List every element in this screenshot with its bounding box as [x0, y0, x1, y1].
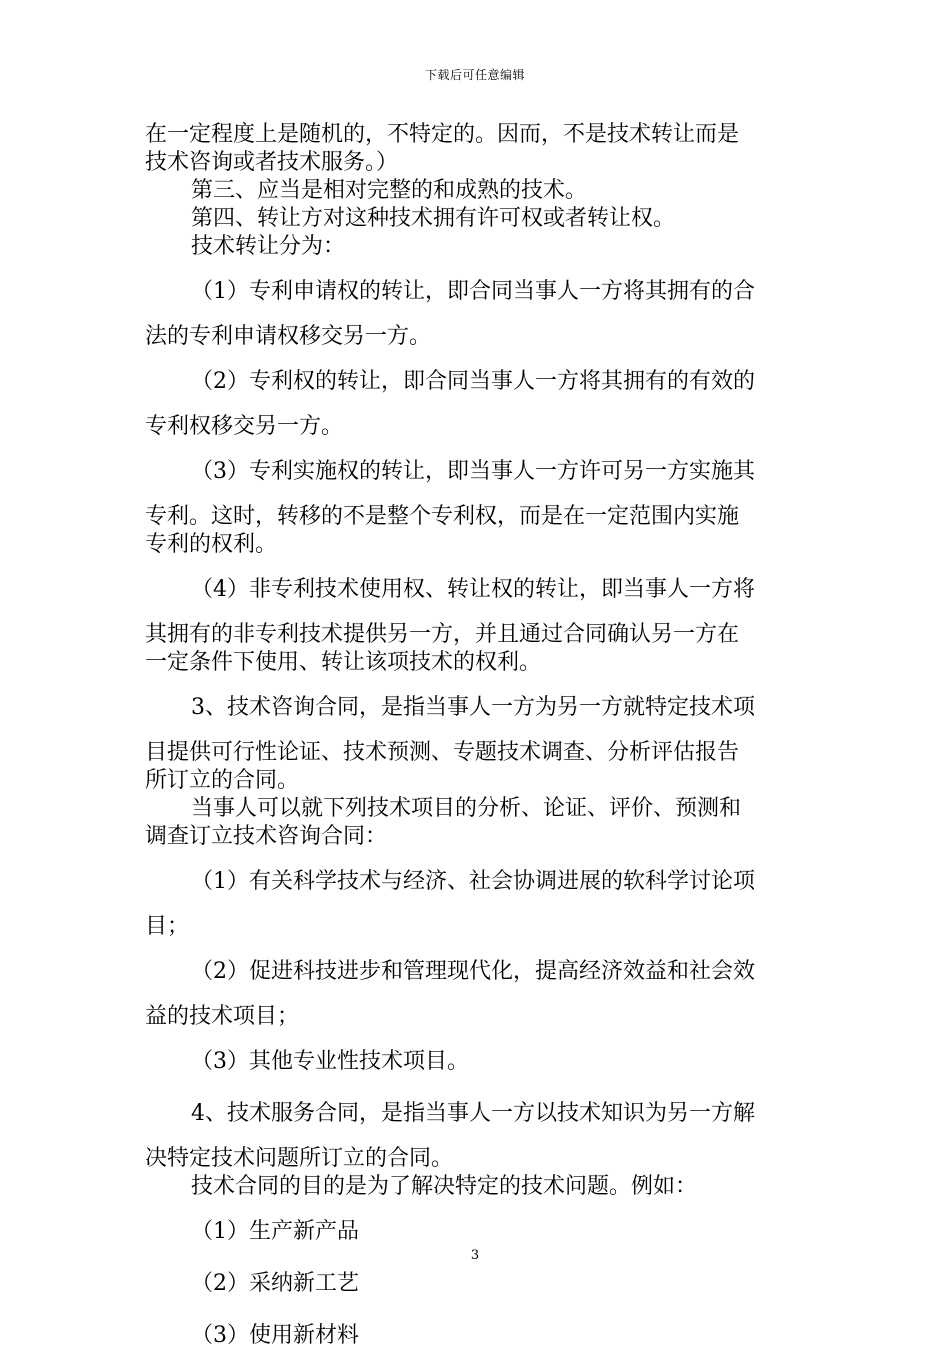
- text-line: 技术合同的目的是为了解决特定的技术问题。例如：: [191, 1174, 698, 1199]
- text-line: 专利权移交另一方。: [145, 414, 344, 439]
- text-line: （2）采纳新工艺: [191, 1271, 359, 1296]
- text-line: （3）专利实施权的转让，即当事人一方许可另一方实施其: [191, 459, 755, 484]
- text-line: 所订立的合同。: [145, 768, 300, 793]
- text-line: 第三、应当是相对完整的和成熟的技术。: [191, 178, 588, 203]
- text-line: 目；: [145, 914, 190, 939]
- text-line: （1）有关科学技术与经济、社会协调进展的软科学讨论项: [191, 869, 755, 894]
- text-line: 专利。这时，转移的不是整个专利权，而是在一定范围内实施: [145, 504, 740, 529]
- text-line: 3、技术咨询合同，是指当事人一方为另一方就特定技术项: [191, 695, 755, 720]
- text-line: （1）生产新产品: [191, 1219, 359, 1244]
- text-line: 技术转让分为：: [191, 234, 346, 259]
- text-line: 技术咨询或者技术服务。）: [145, 150, 399, 175]
- text-line: （1）专利申请权的转让，即合同当事人一方将其拥有的合: [191, 279, 755, 304]
- text-line: 决特定技术问题所订立的合同。: [145, 1146, 454, 1171]
- text-line: 益的技术项目；: [145, 1004, 300, 1029]
- text-line: 第四、转让方对这种技术拥有许可权或者转让权。: [191, 206, 676, 231]
- text-line: （2）专利权的转让，即合同当事人一方将其拥有的有效的: [191, 369, 755, 394]
- text-line: 专利的权利。: [145, 532, 278, 557]
- text-line: 当事人可以就下列技术项目的分析、论证、评价、预测和: [191, 796, 742, 821]
- text-line: 目提供可行性论证、技术预测、专题技术调查、分析评估报告: [145, 740, 740, 765]
- text-line: （3）使用新材料: [191, 1323, 359, 1348]
- text-line: 其拥有的非专利技术提供另一方，并且通过合同确认另一方在: [145, 622, 740, 647]
- text-line: 4、技术服务合同，是指当事人一方以技术知识为另一方解: [191, 1101, 755, 1126]
- text-line: 调查订立技术咨询合同：: [145, 824, 388, 849]
- text-line: 在一定程度上是随机的，不特定的。因而，不是技术转让而是: [145, 122, 740, 147]
- page-number: 3: [470, 1248, 480, 1263]
- text-line: （2）促进科技进步和管理现代化，提高经济效益和社会效: [191, 959, 755, 984]
- text-line: （4）非专利技术使用权、转让权的转让，即当事人一方将: [191, 577, 755, 602]
- document-body: [145, 121, 809, 1350]
- text-line: （3）其他专业性技术项目。: [191, 1049, 469, 1074]
- text-line: 法的专利申请权移交另一方。: [145, 324, 432, 349]
- text-line: 一定条件下使用、转让该项技术的权利。: [145, 650, 542, 675]
- page-header: 下载后可任意编辑: [424, 68, 525, 82]
